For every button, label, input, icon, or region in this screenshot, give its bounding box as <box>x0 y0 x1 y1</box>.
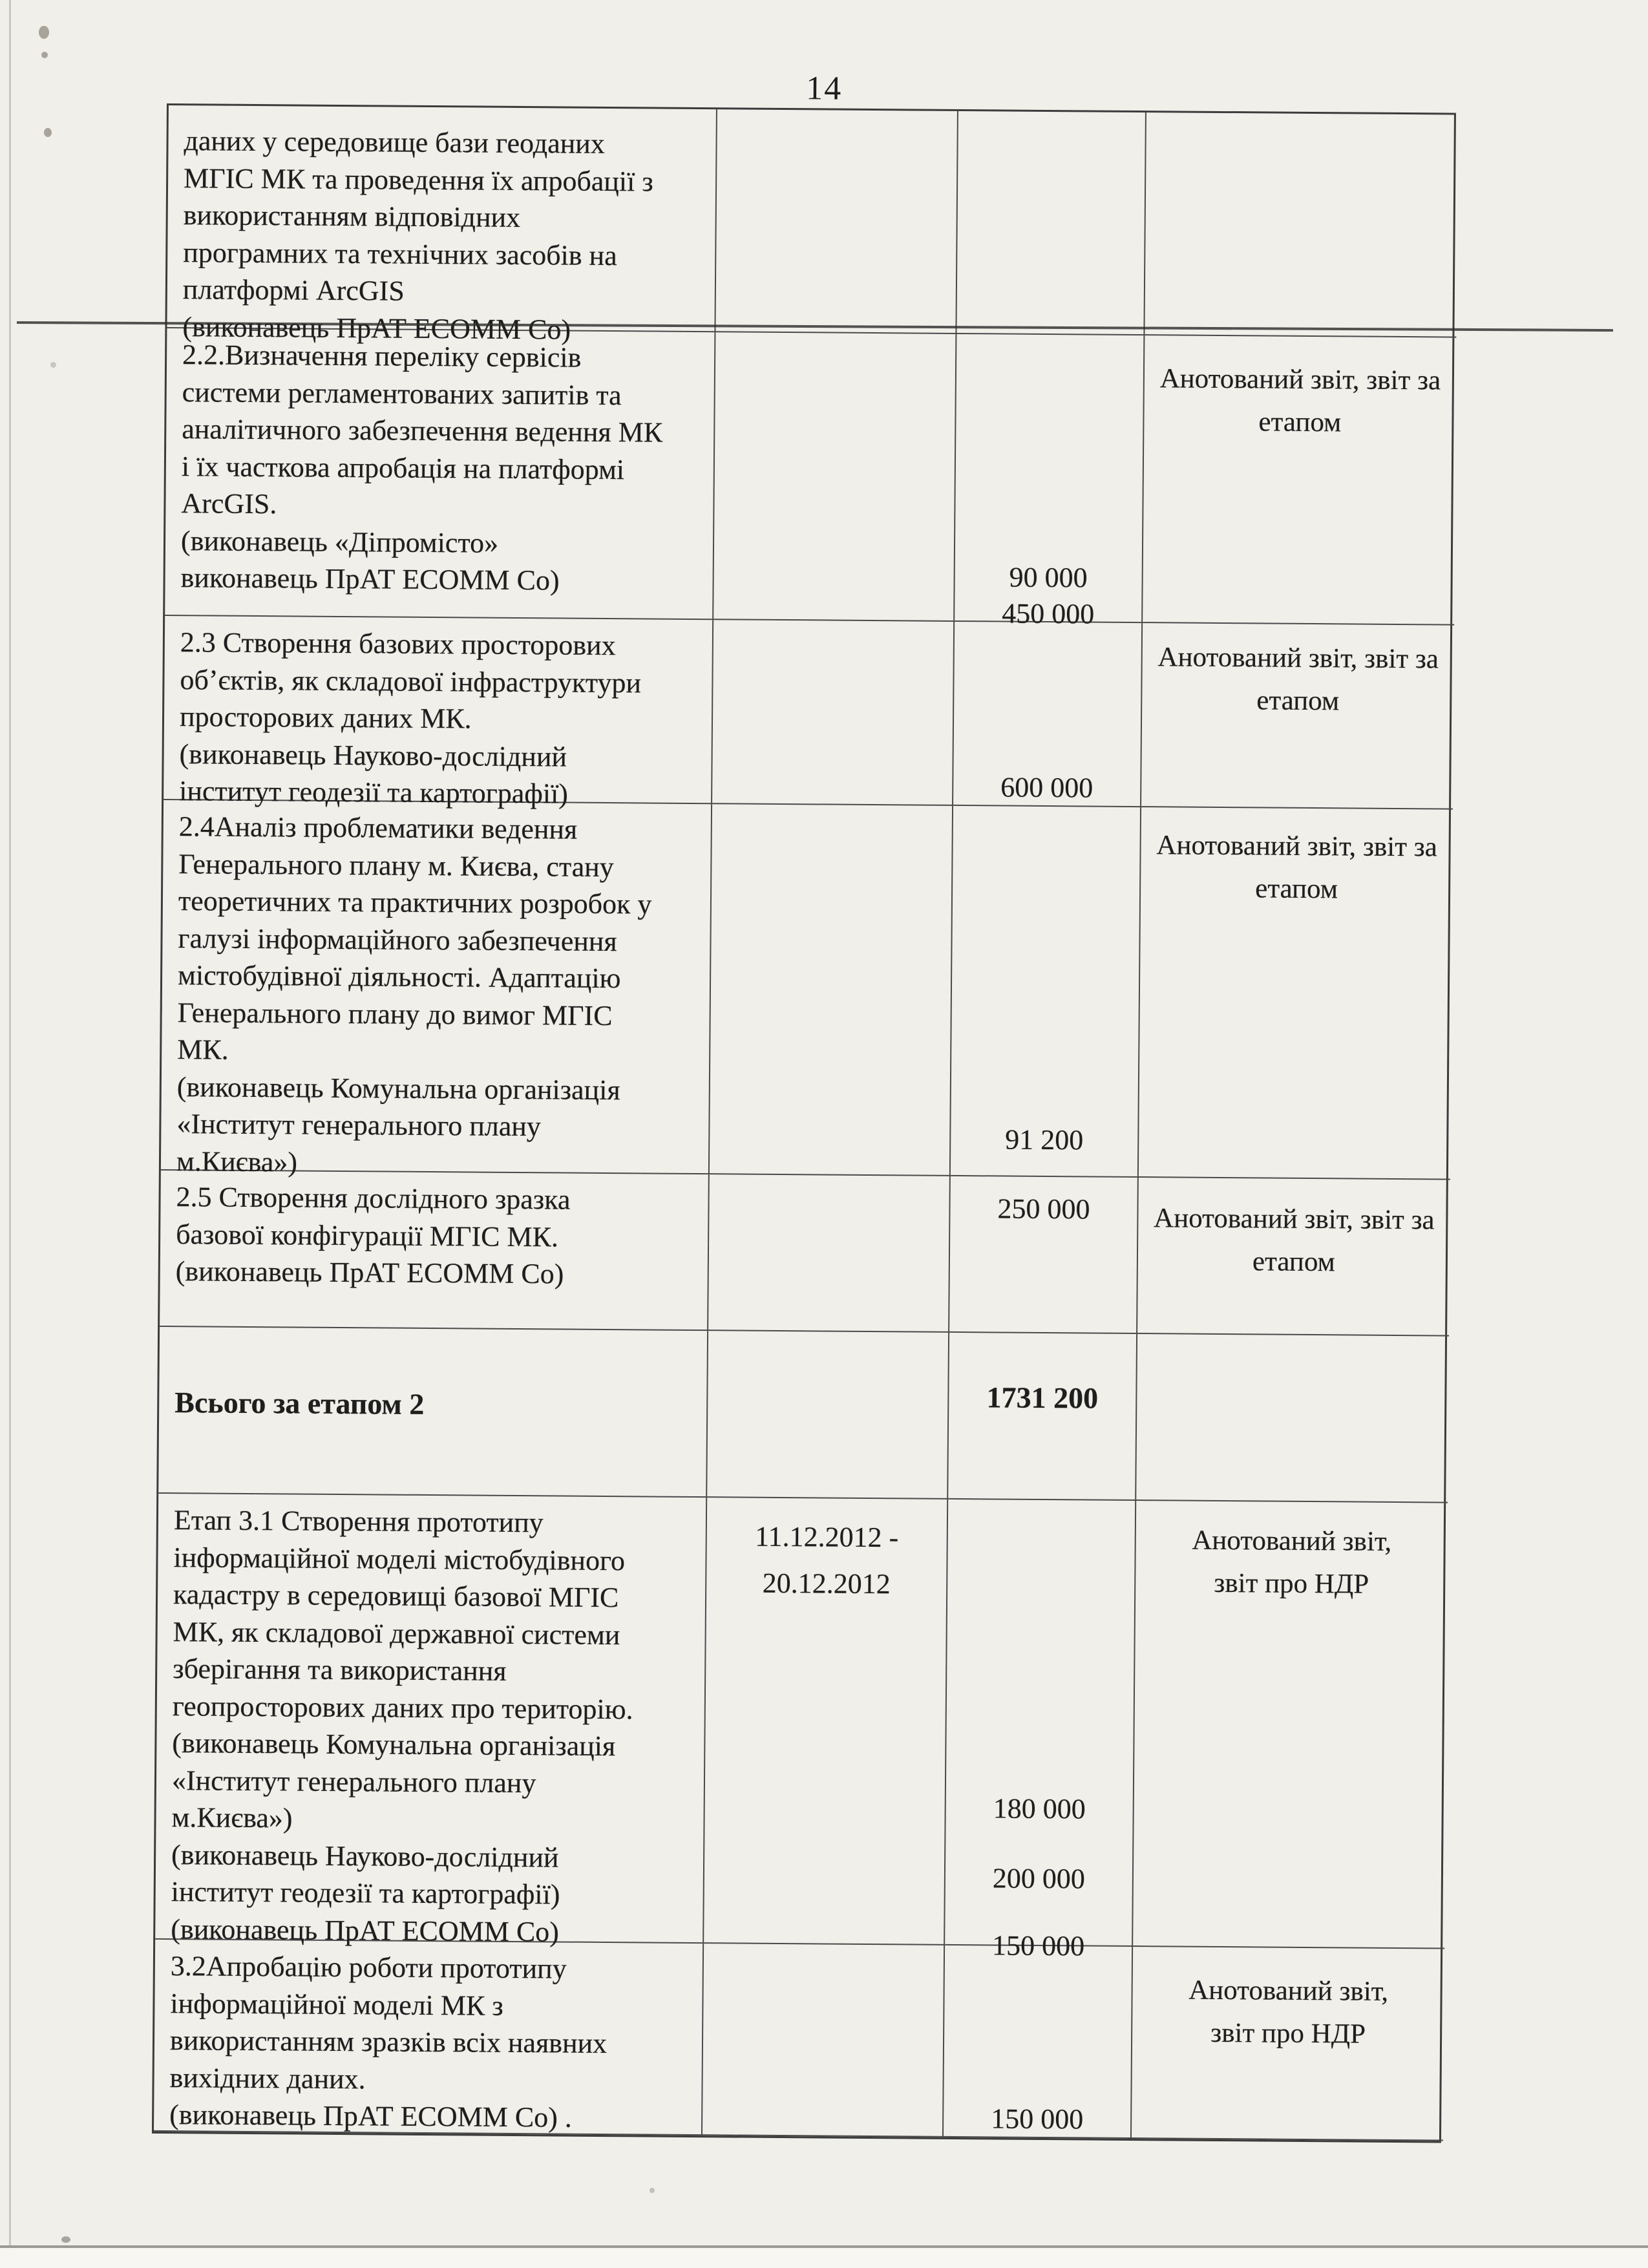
stage-description: 2.2.Визначення переліку сервісів системи регламентованих запитів та аналітичного забезпечення ведення МК і їх часткова апробація на платформі ArcGIS. (виконавець «Діпромісто» виконавець ПрАТ ЕСОММ Со) <box>180 339 663 597</box>
table-row-3-date-cell <box>712 620 955 806</box>
deliverable-text: Анотований звіт, звіт за етапом <box>1153 1203 1435 1278</box>
stage-description: Етап 3.1 Створення прототипу інформаційної моделі містобудівного кадастру в середовищі базової МГІС МК, як складової державної системи зберігання та використання геопросторових даних про територію. (виконавець Комунальна організація «Інститут генерального плану м.Києва») (виконавець Науково-дослідний інститут геодезії та картографії) (виконавець ПрАТ ЕСОММ Со) <box>171 1504 633 1948</box>
table-row-7-date-cell <box>704 1498 948 1945</box>
table-row-3-deliverable-cell <box>1141 623 1454 810</box>
page-edge-shadow <box>9 0 11 2247</box>
amount-value: 180 000 <box>993 1792 1086 1825</box>
table-row-2-deliverable-cell <box>1143 335 1456 626</box>
amount-value: 90 000 <box>1009 561 1088 594</box>
stage-total-amount: 1731 200 <box>986 1381 1099 1415</box>
deliverable-text: Анотований звіт, звіт про НДР <box>1192 1525 1392 1600</box>
table-row-1-deliverable-cell <box>1145 112 1458 338</box>
table-row-6-date-cell <box>707 1331 949 1500</box>
table-row-7-description-cell <box>155 1494 707 1948</box>
amount-value: 250 000 <box>997 1192 1090 1225</box>
table-row-3-amount-cell <box>953 622 1143 807</box>
table-row-4-amount-cell <box>951 806 1141 1178</box>
table-row-8-amount-cell <box>944 1945 1133 2139</box>
table-row-6-description-cell <box>158 1327 708 1498</box>
stage-description: 2.4Аналіз проблематики ведення Генерального плану м. Києва, стану теоретичних та практичних розробок у галузі інформаційного забезпечення містобудівної діяльності. Адаптацію Генерального плану до вимог МГІС МК. (виконавець Комунальна організація «Інститут генерального плану м.Києва») <box>176 811 652 1178</box>
deliverable-text: Анотований звіт, звіт за етапом <box>1157 642 1439 717</box>
scan-tilt-wrapper <box>1 0 1648 2136</box>
table-row-3-description-cell <box>164 616 713 810</box>
table-row-6-amount-cell <box>948 1333 1137 1501</box>
table-row-7-amount-cell <box>945 1500 1136 1962</box>
stage-description: даних у середовище бази геоданих МГІС МК та проведення їх апробації з використанням відповідних програмних та технічних засобів на платформі ArcGIS (виконавець ПрАТ ЕСОММ Со) <box>182 125 653 346</box>
table-row-2-date-cell <box>713 332 956 622</box>
amount-value: 150 000 <box>991 1929 1085 1962</box>
table-row-4-deliverable-cell <box>1139 807 1453 1180</box>
amount-value: 600 000 <box>1000 771 1093 804</box>
stage-description: 2.3 Створення базових просторових об’єктів, як складової інфраструктури просторових даних МК. (виконавець Науково-дослідний інститут геодезії та картографії) <box>179 626 642 810</box>
work-stages-table <box>152 103 1456 2143</box>
scan-speck <box>44 128 52 137</box>
table-row-7-deliverable-cell <box>1133 1501 1448 1949</box>
table-row-2-amount-cell <box>955 334 1145 630</box>
table-row-1-amount-cell <box>956 111 1146 335</box>
scan-speck <box>61 2236 70 2243</box>
deliverable-text: Анотований звіт, звіт за етапом <box>1156 830 1438 905</box>
table-row-8-date-cell <box>703 1944 945 2137</box>
stage-date-range: 11.12.2012 - 20.12.2012 <box>755 1520 899 1600</box>
table-row-5-description-cell <box>160 1171 710 1331</box>
table-row-5-amount-cell <box>949 1176 1139 1334</box>
scan-speck <box>39 26 49 39</box>
page-number: 14 <box>805 70 843 107</box>
table-row-8-description-cell <box>154 1940 704 2136</box>
amount-value: 450 000 <box>1002 597 1095 630</box>
table-row-8-deliverable-cell <box>1132 1947 1444 2141</box>
stage-total-label: Всього за етапом 2 <box>174 1386 425 1421</box>
scan-speck <box>50 362 56 368</box>
table-row-6-deliverable-cell <box>1136 1334 1449 1503</box>
scan-speck <box>41 52 48 58</box>
stage-description: 3.2Апробацію роботи прототипу інформаційної моделі МК з використанням зразків всіх наявних вихідних даних. (виконавець ПрАТ ЕСОММ Со) . <box>169 1950 607 2134</box>
table-row-5-deliverable-cell <box>1137 1178 1450 1337</box>
scan-speck <box>650 2188 655 2193</box>
deliverable-text: Анотований звіт, звіт за етапом <box>1159 363 1441 438</box>
amount-value: 200 000 <box>992 1862 1086 1895</box>
amount-value: 91 200 <box>1005 1123 1084 1156</box>
table-row-5-date-cell <box>708 1174 951 1333</box>
deliverable-text: Анотований звіт, звіт про НДР <box>1188 1975 1389 2050</box>
scanner-background <box>0 2248 1648 2268</box>
amount-value: 150 000 <box>990 2103 1084 2136</box>
table-row-1-description-cell <box>167 105 717 346</box>
table-row-4-date-cell <box>710 804 953 1176</box>
stage-description: 2.5 Створення дослідного зразка базової конфігурації МГІС МК. (виконавець ПрАТ ЕСОММ Со) <box>175 1181 571 1290</box>
table-row-4-description-cell <box>161 800 712 1178</box>
table-row-2-description-cell <box>165 328 715 620</box>
table-row-1-date-cell <box>715 109 958 334</box>
